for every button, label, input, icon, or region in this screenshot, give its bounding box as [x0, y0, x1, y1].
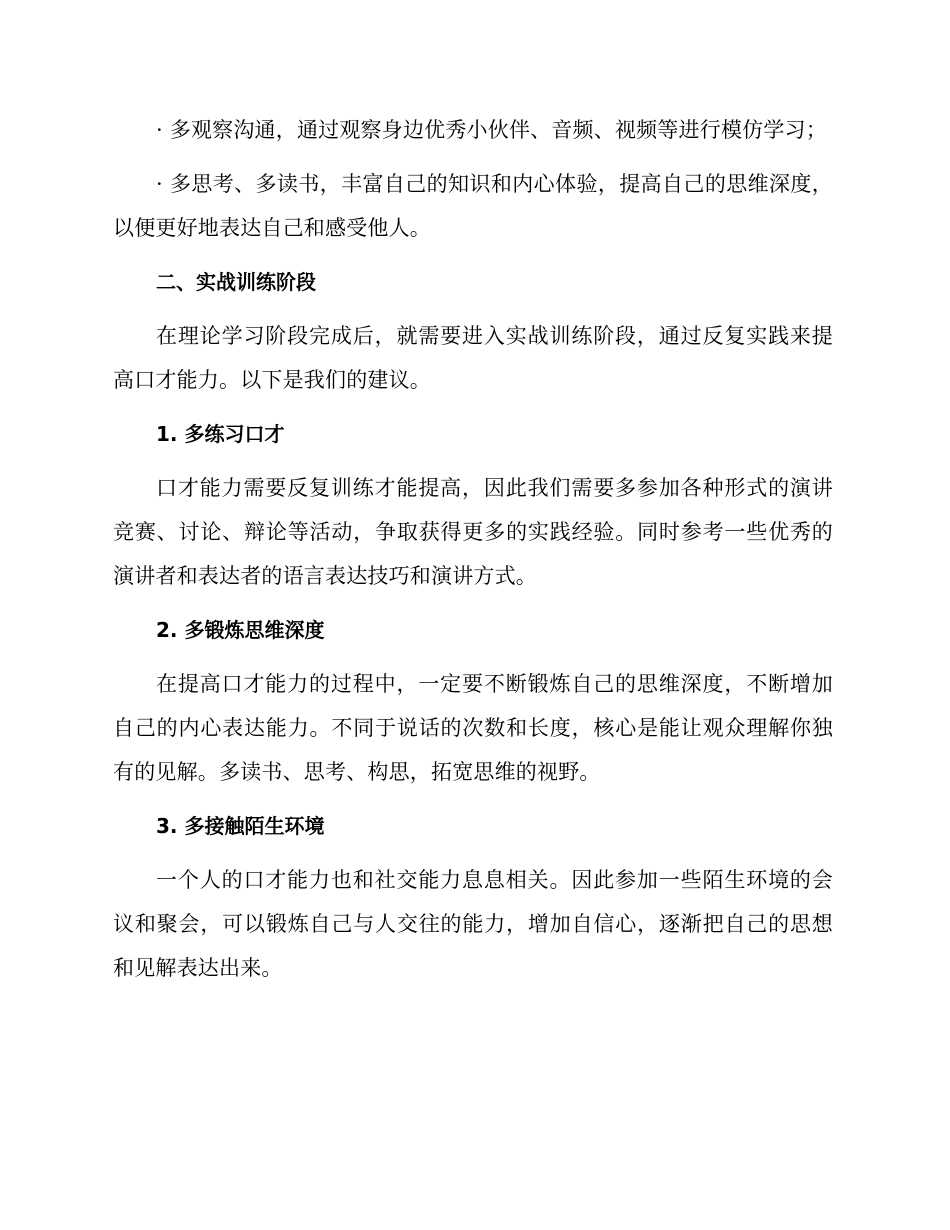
bullet-think-read: · 多思考、多读书，丰富自己的知识和内心体验，提高自己的思维深度，以便更好地表达自己和感受他人。 [113, 172, 833, 240]
subsection-2-title: 2. 多锻炼思维深度 [156, 618, 325, 642]
subsection-1-text: 口才能力需要反复训练才能提高，因此我们需要多参加各种形式的演讲竞赛、讨论、辩论等活动，争取获得更多的实践经验。同时参考一些优秀的演讲者和表达者的语言表达技巧和演讲方式。 [113, 476, 833, 588]
subsection-3-title: 3. 多接触陌生环境 [156, 814, 325, 838]
section-2-intro: 在理论学习阶段完成后，就需要进入实战训练阶段，通过反复实践来提高口才能力。以下是我们的建议。 [113, 324, 833, 392]
subsection-2-text: 在提高口才能力的过程中，一定要不断锻炼自己的思维深度，不断增加自己的内心表达能力。不同于说话的次数和长度，核心是能让观众理解你独有的见解。多读书、思考、构思，拓宽思维的视野。 [113, 672, 833, 784]
section-2-title: 二、实战训练阶段 [156, 270, 316, 294]
subsection-3-text: 一个人的口才能力也和社交能力息息相关。因此参加一些陌生环境的会议和聚会，可以锻炼自己与人交往的能力，增加自信心，逐渐把自己的思想和见解表达出来。 [113, 868, 833, 980]
document-page [113, 108, 833, 1000]
subsection-1-title: 1. 多练习口才 [156, 422, 285, 446]
bullet-observe-communicate: · 多观察沟通，通过观察身边优秀小伙伴、音频、视频等进行模仿学习； [156, 118, 827, 142]
